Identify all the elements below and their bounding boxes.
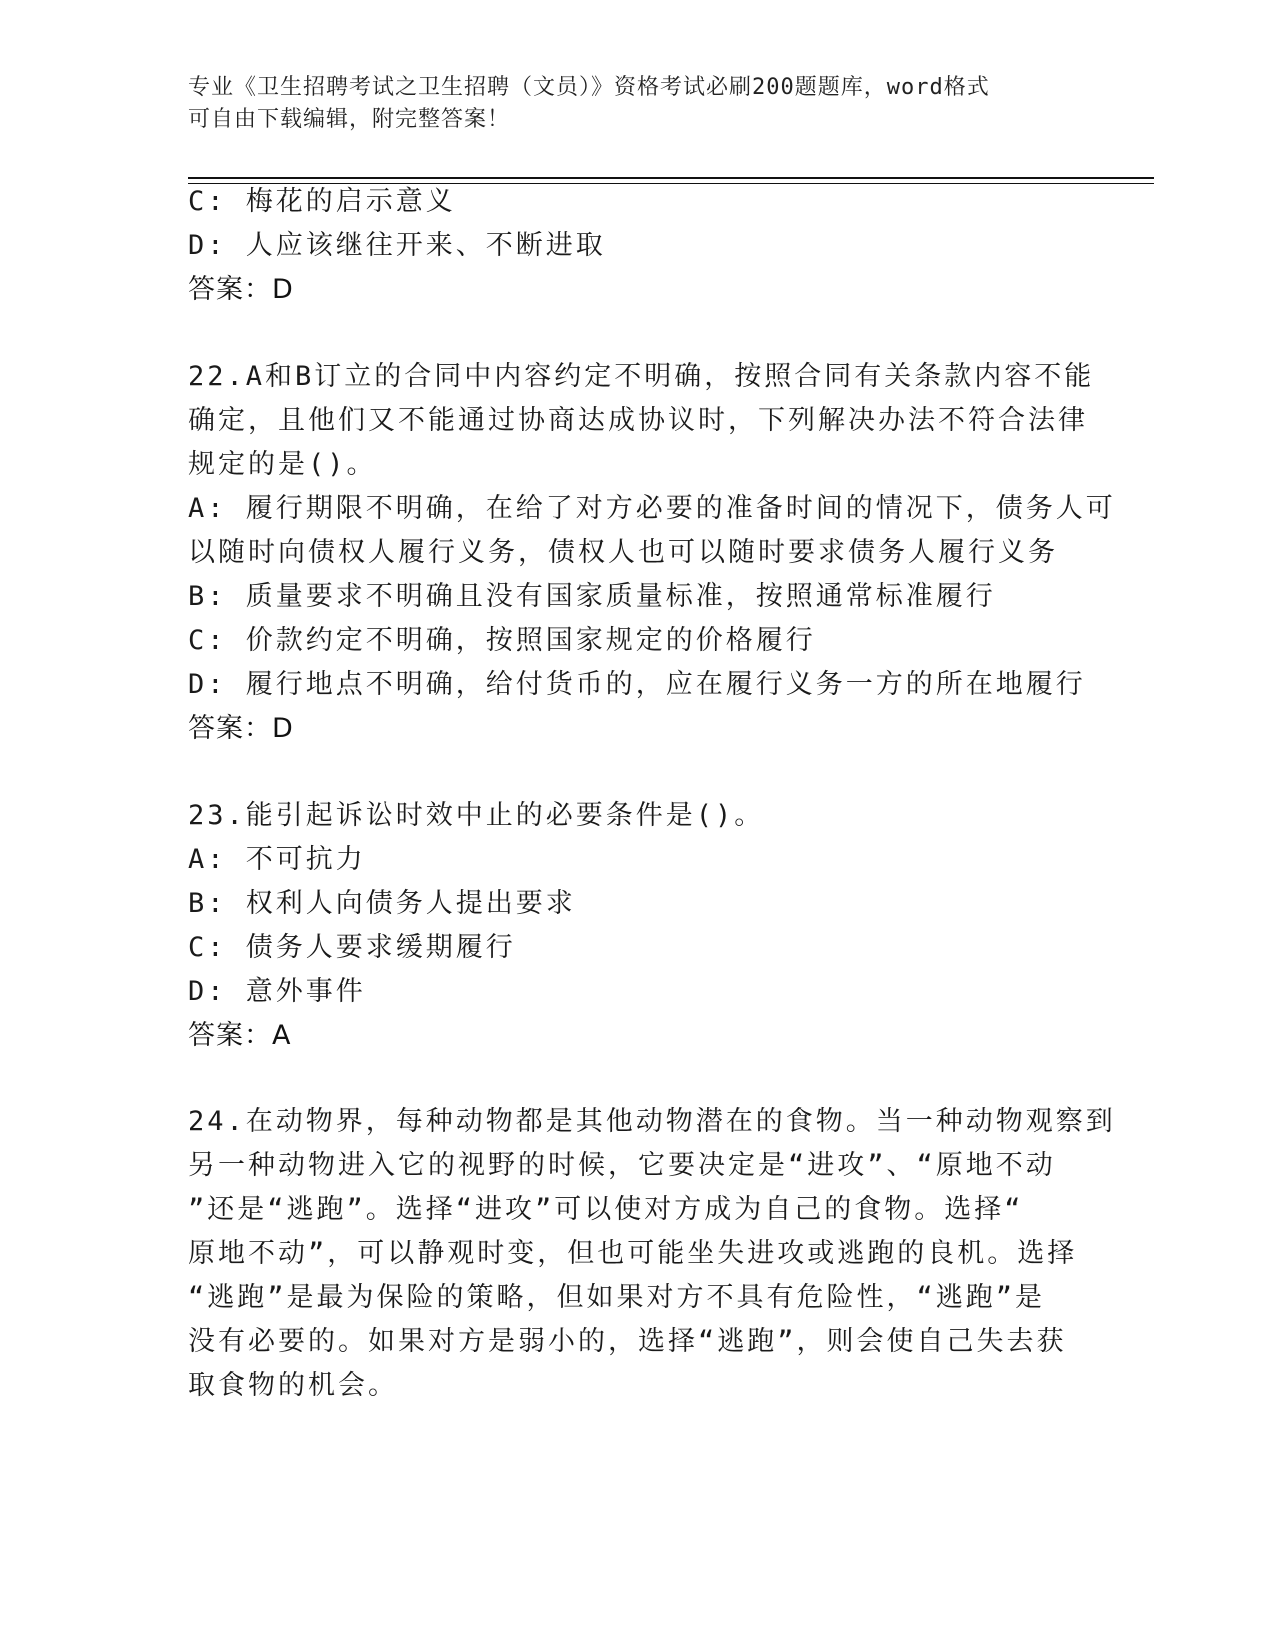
q22-answer: 答案：D <box>188 713 294 744</box>
header-line-1: 专业《卫生招聘考试之卫生招聘（文员）》资格考试必刷200题题库，word格式 <box>188 75 990 100</box>
q24-stem-line-3: ”还是“逃跑”。选择“进攻”可以使对方成为自己的食物。选择“ <box>188 1194 1024 1225</box>
q24-stem-line-2: 另一种动物进入它的视野的时候，它要决定是“进攻”、“原地不动 <box>188 1150 1056 1181</box>
q22-option-c: C: 价款约定不明确，按照国家规定的价格履行 <box>188 625 816 656</box>
header-line-2: 可自由下载编辑，附完整答案！ <box>188 107 511 132</box>
q22-stem-line-1: 22.A和B订立的合同中内容约定不明确，按照合同有关条款内容不能 <box>188 361 1095 392</box>
q22-stem-line-3: 规定的是()。 <box>188 449 377 480</box>
document-header <box>188 72 1068 136</box>
q24-stem-line-7: 取食物的机会。 <box>188 1370 398 1401</box>
q22-option-d: D: 履行地点不明确，给付货币的，应在履行义务一方的所在地履行 <box>188 669 1086 700</box>
q24-stem-line-1: 24.在动物界，每种动物都是其他动物潜在的食物。当一种动物观察到 <box>188 1106 1116 1137</box>
q22-stem-line-2: 确定，且他们又不能通过协商达成协议时，下列解决办法不符合法律 <box>188 405 1088 436</box>
q21-option-c: C: 梅花的启示意义 <box>188 186 456 217</box>
q24-stem-line-6: 没有必要的。如果对方是弱小的，选择“逃跑”，则会使自己失去获 <box>188 1326 1067 1357</box>
q22-option-a-line-2: 以随时向债权人履行义务，债权人也可以随时要求债务人履行义务 <box>188 537 1058 568</box>
q23-option-b: B: 权利人向债务人提出要求 <box>188 888 576 919</box>
q23-option-d: D: 意外事件 <box>188 976 366 1007</box>
q24-stem-line-5: “逃跑”是最为保险的策略，但如果对方不具有危险性，“逃跑”是 <box>188 1282 1046 1313</box>
q23-stem: 23.能引起诉讼时效中止的必要条件是()。 <box>188 800 765 831</box>
q21-answer: 答案：D <box>188 274 294 305</box>
q22-option-a-line-1: A: 履行期限不明确，在给了对方必要的准备时间的情况下，债务人可 <box>188 493 1116 524</box>
q21-option-d: D: 人应该继往开来、不断进取 <box>188 230 606 261</box>
q23-option-c: C: 债务人要求缓期履行 <box>188 932 516 963</box>
q23-answer: 答案：A <box>188 1020 292 1051</box>
q24-stem-line-4: 原地不动”，可以静观时变，但也可能坐失进攻或逃跑的良机。选择 <box>188 1238 1078 1269</box>
q22-option-b: B: 质量要求不明确且没有国家质量标准，按照通常标准履行 <box>188 581 996 612</box>
header-rule-thick <box>188 177 1154 179</box>
q23-option-a: A: 不可抗力 <box>188 844 366 875</box>
